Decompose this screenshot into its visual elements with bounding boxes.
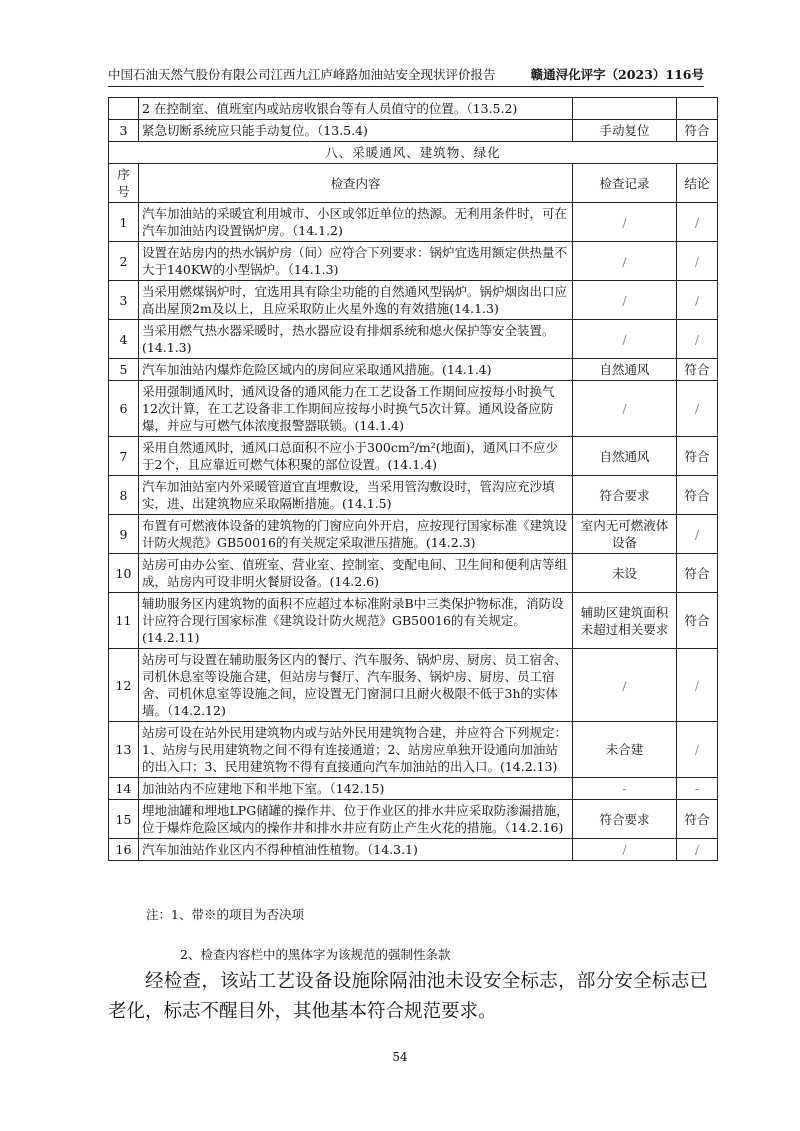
table-row — [109, 593, 718, 649]
page-header — [108, 66, 704, 87]
check-record: / — [573, 242, 677, 281]
check-record: 手动复位 — [573, 120, 677, 142]
check-result: 符合 — [677, 359, 718, 381]
table-row — [109, 320, 718, 359]
column-header-number: 序号 — [109, 164, 139, 203]
check-content: 当采用燃煤锅炉时，宜选用具有除尘功能的自然通风型锅炉。锅炉烟囱出口应高出屋顶2m及以上，且应采取防止火星外逸的有效措施(14.1.3) — [139, 281, 573, 320]
check-record: / — [573, 649, 677, 722]
check-result: - — [677, 778, 718, 800]
note-line-1: 注：1、带※的项目为否决项 — [146, 907, 304, 922]
row-number: 14 — [109, 778, 139, 800]
check-content: 当采用燃气热水器采暖时，热水器应设有排烟系统和熄火保护等安全装置。(14.1.3) — [139, 320, 573, 359]
row-number: 7 — [109, 437, 139, 476]
table-row — [109, 381, 718, 437]
row-number: 13 — [109, 722, 139, 778]
row-number: 9 — [109, 515, 139, 554]
table-row — [109, 722, 718, 778]
check-result: 符合 — [677, 120, 718, 142]
row-number: 5 — [109, 359, 139, 381]
check-result: 符合 — [677, 437, 718, 476]
table-row — [109, 839, 718, 861]
note-line-2: 2、检查内容栏中的黑体字为该规范的强制性条款 — [180, 947, 451, 962]
table-row — [109, 203, 718, 242]
check-result: / — [677, 242, 718, 281]
header-document-number: 赣通浔化评字（2023）116号 — [530, 67, 704, 82]
check-record: / — [573, 281, 677, 320]
table-row — [109, 281, 718, 320]
check-content: 站房可与设置在辅助服务区内的餐厅、汽车服务、锅炉房、厨房、员工宿舍、司机休息室等设施合建，但站房与餐厅、汽车服务、锅炉房、厨房、员工宿舍、司机休息室等设施之间，应设置无门窗洞口且耐火极限不低于3h的实体墙。（14.2.12) — [139, 649, 573, 722]
inspection-table — [108, 97, 718, 861]
check-result — [677, 98, 718, 120]
check-record: 未设 — [573, 554, 677, 593]
table-row — [109, 98, 718, 120]
check-content: 布置有可燃液体设备的建筑物的门窗应向外开启，应按现行国家标准《建筑设计防火规范》GB50016的有关规定采取泄压措施。(14.2.3) — [139, 515, 573, 554]
check-result: / — [677, 839, 718, 861]
table-row — [109, 800, 718, 839]
check-content: 辅助服务区内建筑物的面积不应超过本标准附录B中三类保护物标准，消防设计应符合现行国家标准《建筑设计防火规范》GB50016的有关规定。(14.2.11) — [139, 593, 573, 649]
check-content: 站房可由办公室、值班室、营业室、控制室、变配电间、卫生间和便利店等组成，站房内可设非明火餐厨设备。(14.2.6) — [139, 554, 573, 593]
check-result: / — [677, 649, 718, 722]
table-row — [109, 437, 718, 476]
table-row — [109, 242, 718, 281]
table-row — [109, 120, 718, 142]
header-report-title: 中国石油天然气股份有限公司江西九江庐峰路加油站安全现状评价报告 — [108, 67, 496, 82]
column-header-content: 检查内容 — [139, 164, 573, 203]
check-record — [573, 98, 677, 120]
check-record: 自然通风 — [573, 437, 677, 476]
check-content: 埋地油罐和埋地LPG储罐的操作井、位于作业区的排水井应采取防渗漏措施，位于爆炸危险区域内的操作井和排水井应有防止产生火花的措施。（14.2.16) — [139, 800, 573, 839]
check-result: 符合 — [677, 554, 718, 593]
row-number: 16 — [109, 839, 139, 861]
check-result: 符合 — [677, 593, 718, 649]
check-content: 汽车加油站作业区内不得种植油性植物。（14.3.1) — [139, 839, 573, 861]
check-content: 汽车加油站的采暖宜利用城市、小区或邻近单位的热源。无利用条件时，可在汽车加油站内设置锅炉房。（14.1.2) — [139, 203, 573, 242]
conclusion-paragraph: 经检查，该站工艺设备设施除隔油池未设安全标志，部分安全标志已老化，标志不醒目外，其他基本符合规范要求。 — [108, 971, 708, 1022]
row-number: 11 — [109, 593, 139, 649]
table-row — [109, 649, 718, 722]
check-result: / — [677, 381, 718, 437]
check-content: 2 在控制室、值班室内或站房收银台等有人员值守的位置。（13.5.2) — [139, 98, 573, 120]
check-record: 符合要求 — [573, 476, 677, 515]
check-result: / — [677, 722, 718, 778]
check-result: 符合 — [677, 800, 718, 839]
table-row — [109, 554, 718, 593]
check-result: / — [677, 281, 718, 320]
check-record: 自然通风 — [573, 359, 677, 381]
row-number: 10 — [109, 554, 139, 593]
table-body — [109, 203, 718, 861]
check-record: 未合建 — [573, 722, 677, 778]
check-content: 设置在站房内的热水锅炉房（间）应符合下列要求：锅炉宜选用额定供热量不大于140KW的小型锅炉。（14.1.3) — [139, 242, 573, 281]
row-number: 3 — [109, 120, 139, 142]
table-row — [109, 359, 718, 381]
row-number: 3 — [109, 281, 139, 320]
check-content: 采用自然通风时，通风口总面积不应小于300cm²/m²(地面)，通风口不应少于2个，且应靠近可燃气体积聚的部位设置。(14.1.4) — [139, 437, 573, 476]
check-record: - — [573, 778, 677, 800]
table-row — [109, 778, 718, 800]
check-result: / — [677, 515, 718, 554]
row-number: 12 — [109, 649, 139, 722]
check-result: / — [677, 320, 718, 359]
check-result: 符合 — [677, 476, 718, 515]
check-content: 紧急切断系统应只能手动复位。（13.5.4) — [139, 120, 573, 142]
column-header-row — [109, 164, 718, 203]
check-record: 室内无可燃液体设备 — [573, 515, 677, 554]
row-number: 8 — [109, 476, 139, 515]
check-record: / — [573, 203, 677, 242]
row-number — [109, 98, 139, 120]
check-record: / — [573, 839, 677, 861]
check-record: 辅助区建筑面积未超过相关要求 — [573, 593, 677, 649]
row-number: 4 — [109, 320, 139, 359]
section-title: 八、采暖通风、建筑物、绿化 — [109, 142, 718, 164]
check-record: 符合要求 — [573, 800, 677, 839]
column-header-result: 结论 — [677, 164, 718, 203]
column-header-record: 检查记录 — [573, 164, 677, 203]
check-record: / — [573, 381, 677, 437]
check-content: 汽车加油站室内外采暖管道宜直埋敷设，当采用管沟敷设时，管沟应充沙填实，进、出建筑物应采取隔断措施。(14.1.5) — [139, 476, 573, 515]
table-row — [109, 476, 718, 515]
check-record: / — [573, 320, 677, 359]
row-number: 1 — [109, 203, 139, 242]
row-number: 6 — [109, 381, 139, 437]
table-notes — [146, 905, 450, 963]
check-content: 加油站内不应建地下和半地下室。（142.15) — [139, 778, 573, 800]
check-result: / — [677, 203, 718, 242]
check-content: 站房可设在站外民用建筑物内或与站外民用建筑物合建，并应符合下列规定：1、站房与民用建筑物之间不得有连接通道；2、站房应单独开设通向加油站的出入口；3、民用建筑物不得有直接通向汽车加油站的出入口。(14.2.13) — [139, 722, 573, 778]
check-content: 采用强制通风时，通风设备的通风能力在工艺设备工作期间应按每小时换气12次计算，在工艺设备非工作期间应按每小时换气5次计算。通风设备应防爆，并应与可燃气体浓度报警器联锁。(14.1.4) — [139, 381, 573, 437]
row-number: 15 — [109, 800, 139, 839]
table-row — [109, 515, 718, 554]
page-number: 54 — [392, 1050, 408, 1064]
section-row — [109, 142, 718, 164]
check-content: 汽车加油站内爆炸危险区域内的房间应采取通风措施。(14.1.4) — [139, 359, 573, 381]
row-number: 2 — [109, 242, 139, 281]
